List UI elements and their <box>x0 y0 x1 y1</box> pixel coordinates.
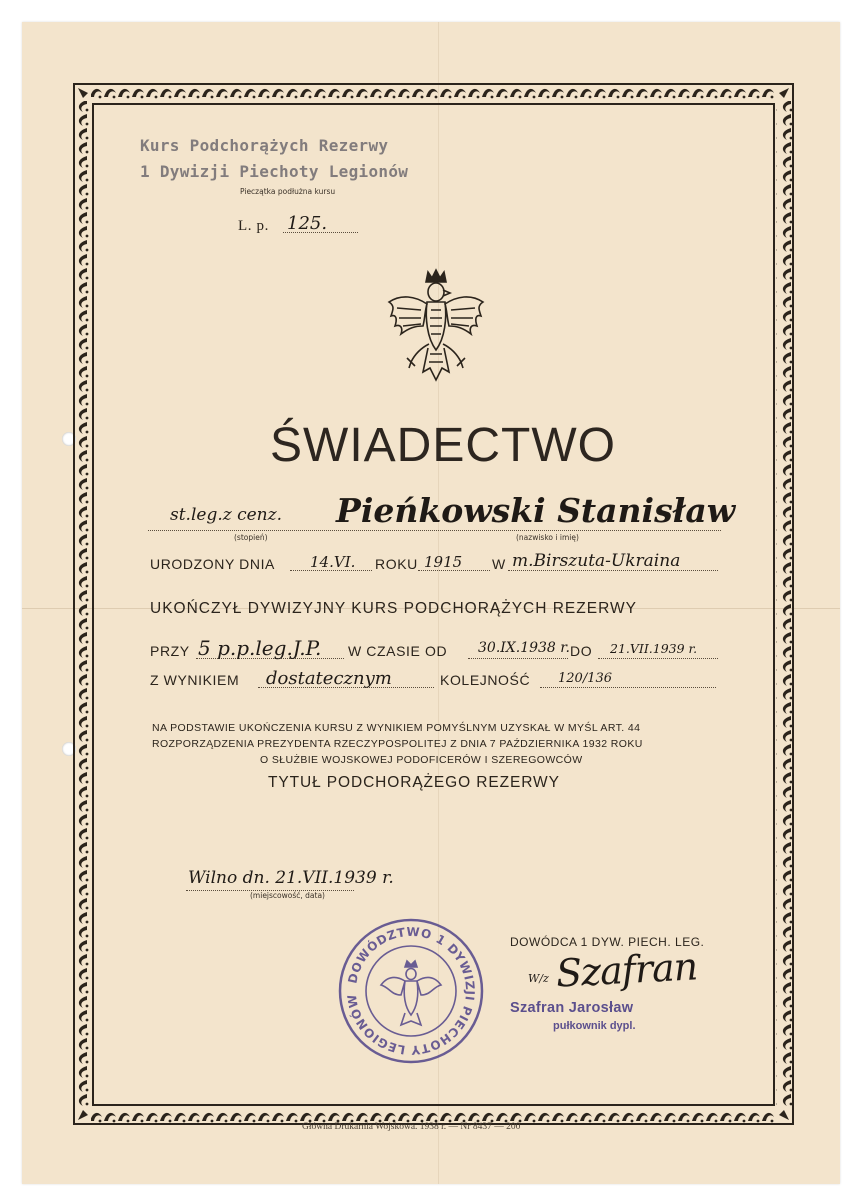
order-value: 120/136 <box>558 671 613 686</box>
year-label: ROKU <box>375 556 418 572</box>
period-to-value: 21.VII.1939 r. <box>610 641 698 656</box>
commander-title: DOWÓDCA 1 DYW. PIECH. LEG. <box>510 935 705 949</box>
period-to-label: DO <box>570 643 593 659</box>
name-caption: (nazwisko i imię) <box>516 533 579 542</box>
period-to-dotted-line <box>598 658 718 659</box>
period-from-value: 30.IX.1938 r. <box>478 640 570 656</box>
order-label: KOLEJNOŚĆ <box>440 672 531 688</box>
commander-rank-stamp: pułkownik dypl. <box>553 1020 636 1032</box>
course-completed-line: UKOŃCZYŁ DYWIZYJNY KURS PODCHORĄŻYCH REZERWY <box>150 600 637 617</box>
lp-label: L. p. <box>238 218 269 234</box>
birthplace-label: W <box>492 556 506 572</box>
document-title: ŚWIADECTWO <box>270 419 616 472</box>
unit-label: PRZY <box>150 643 190 659</box>
place-date-value: Wilno dn. 21.VII.1939 r. <box>188 868 394 888</box>
white-eagle-emblem-icon <box>383 268 489 384</box>
born-label: URODZONY DNIA <box>150 556 275 572</box>
basis-line-2: ROZPORZĄDZENIA PREZYDENTA RZECZYPOSPOLITEJ Z DNIA 7 PAŹDZIERNIKA 1932 ROKU <box>152 738 643 750</box>
basis-line-1: NA PODSTAWIE UKOŃCZENIA KURSU Z WYNIKIEM POMYŚLNYM UZYSKAŁ W MYŚL ART. 44 <box>152 722 641 734</box>
lp-number: 125. <box>287 213 328 234</box>
round-official-seal-icon <box>335 915 487 1067</box>
result-label: Z WYNIKIEM <box>150 672 240 688</box>
granted-title: TYTUŁ PODCHORĄŻEGO REZERWY <box>268 774 560 791</box>
order-dotted-line <box>540 687 716 688</box>
commander-name-stamp: Szafran Jarosław <box>510 1000 634 1016</box>
birthplace-value: m.Birszuta-Ukraina <box>512 551 681 571</box>
wz-mark: W/z <box>528 972 549 985</box>
place-date-caption: (miejscowość, data) <box>250 891 325 900</box>
name-dotted-line <box>148 530 721 531</box>
rank-value: st.leg.z cenz. <box>170 505 282 525</box>
stamp-caption: Pieczątka podłużna kursu <box>240 187 336 196</box>
period-label: W CZASIE OD <box>348 643 448 659</box>
signature: Szafran <box>554 944 699 996</box>
full-name-value: Pieńkowski Stanisław <box>336 491 736 530</box>
birth-year-value: 1915 <box>424 553 463 571</box>
course-stamp-line2: 1 Dywizji Piechoty Legionów <box>140 162 409 181</box>
seal-ring-text: DOWÓDZTWO 1 DYWIZJI PIECHOTY LEGIONÓW <box>344 924 478 1058</box>
birth-day-value: 14.VI. <box>310 553 356 571</box>
result-value: dostatecznym <box>266 668 392 689</box>
rank-caption: (stopień) <box>234 533 268 542</box>
period-from-dotted-line <box>468 658 568 659</box>
printer-imprint: Główna Drukarnia Wojskowa. 1938 r. — Nr 8437 — 200 <box>302 1122 521 1132</box>
basis-line-3: O SŁUŻBIE WOJSKOWEJ PODOFICERÓW I SZEREGOWCÓW <box>260 754 583 766</box>
course-stamp-line1: Kurs Podchorążych Rezerwy <box>140 136 389 155</box>
unit-value: 5 p.p.leg.J.P. <box>198 636 322 660</box>
